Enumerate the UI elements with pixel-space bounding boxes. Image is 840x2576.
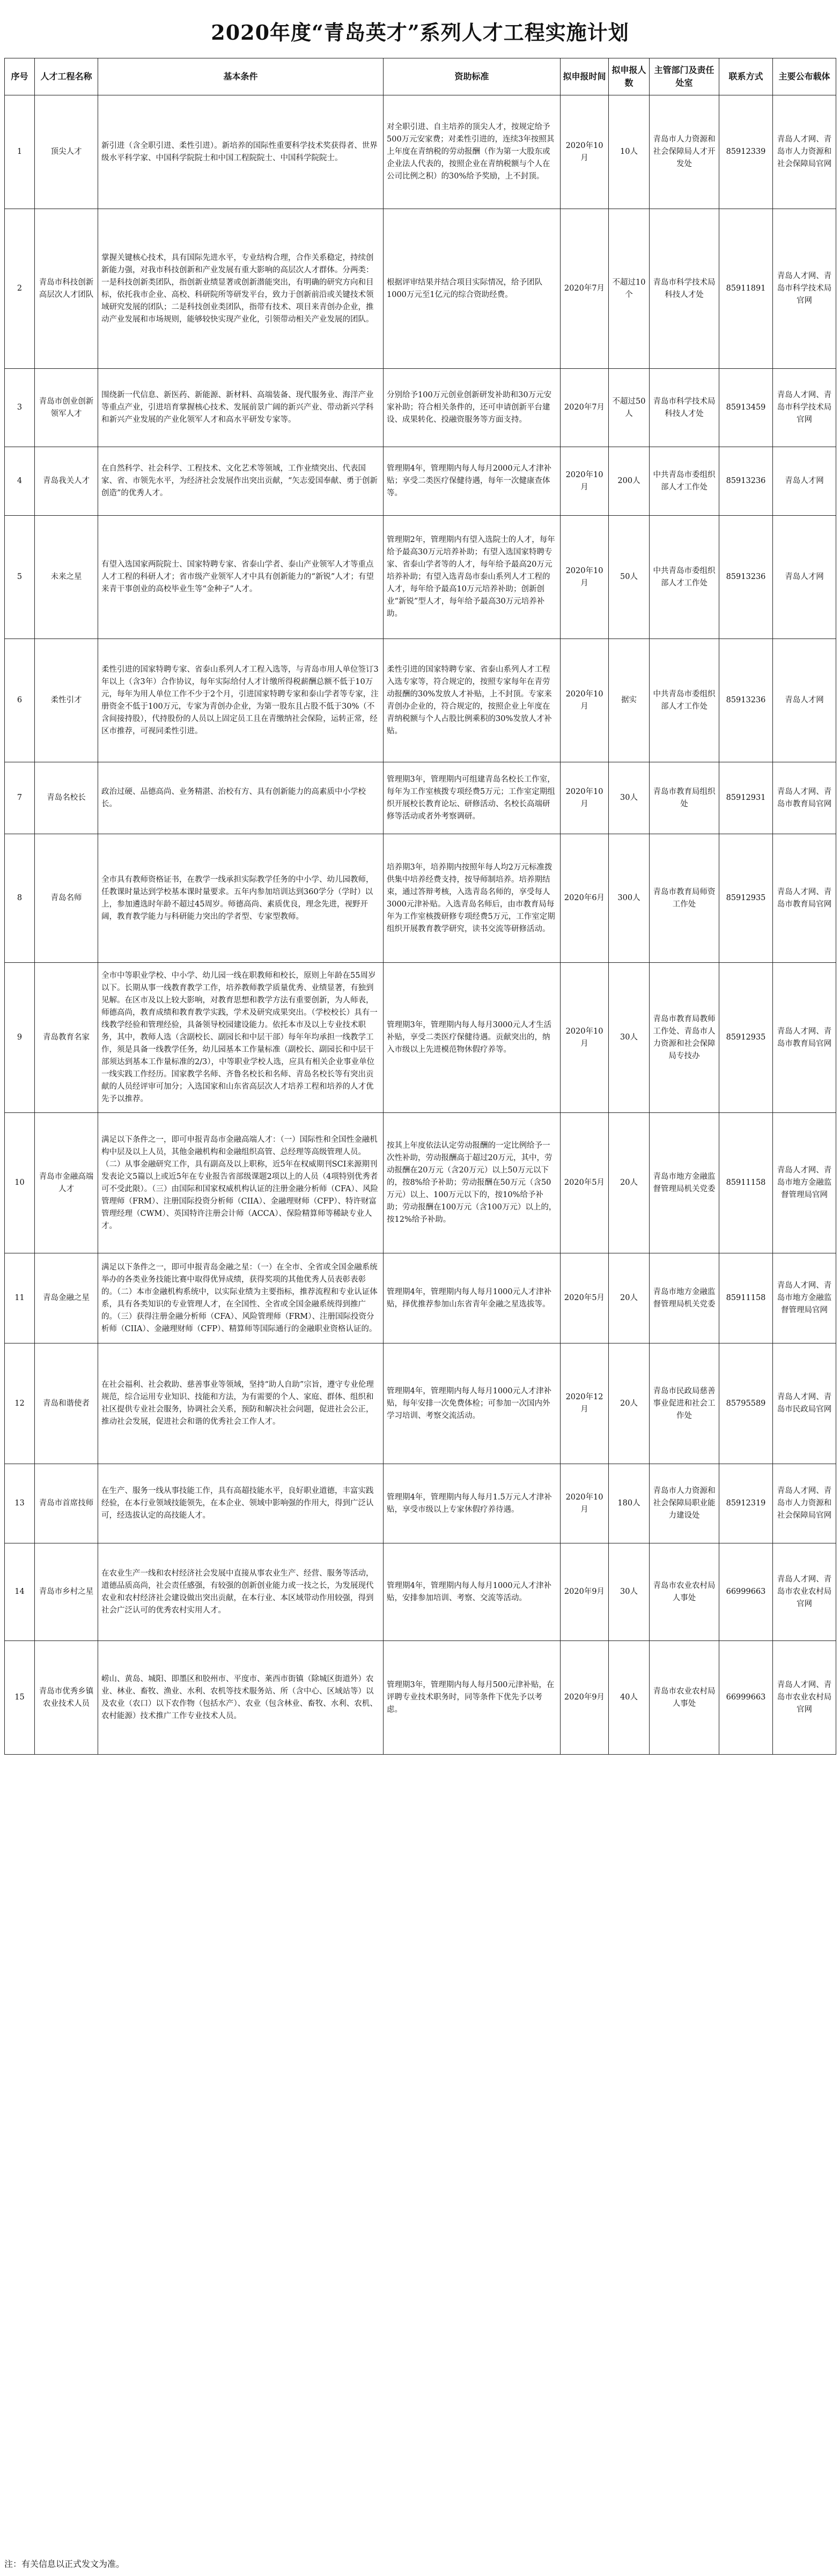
funding-standard: 管理期3年，管理期内每人每月500元津补贴，在评聘专业技术职务时，同等条件下优先予以考虑。 [384, 1641, 561, 1755]
publish-media: 青岛人才网 [773, 516, 836, 639]
contact-phone: 66999663 [719, 1543, 773, 1641]
talent-plan-table [4, 58, 836, 1755]
apply-count: 40人 [609, 1641, 650, 1755]
funding-standard: 柔性引进的国家特聘专家、省泰山系列人才工程入选专家等，符合规定的，按照专家每年在青劳动报酬的30%发放人才补贴，上不封顶。专家来青创办企业的，符合规定的，按照企业上年度在青纳税额与个人占股比例乘积的30%发放人才补贴。 [384, 639, 561, 762]
row-number: 4 [5, 447, 35, 516]
apply-time: 2020年10月 [561, 95, 609, 209]
contact-phone: 85795589 [719, 1343, 773, 1464]
basic-conditions: 政治过硬、品德高尚、业务精湛、治校有方、具有创新能力的高素质中小学校长。 [98, 762, 384, 834]
apply-count: 20人 [609, 1113, 650, 1253]
department: 中共青岛市委组织部人才工作处 [650, 639, 719, 762]
publish-media: 青岛人才网、青岛市人力资源和社会保障局官网 [773, 1464, 836, 1543]
publish-media: 青岛人才网、青岛市农业农村局官网 [773, 1641, 836, 1755]
header-media: 主要公布载体 [773, 58, 836, 95]
contact-phone: 85912935 [719, 963, 773, 1113]
department: 青岛市农业农村局人事处 [650, 1543, 719, 1641]
publish-media: 青岛人才网、青岛市教育局官网 [773, 834, 836, 963]
table-row [5, 1641, 836, 1755]
apply-time: 2020年10月 [561, 1464, 609, 1543]
apply-count: 300人 [609, 834, 650, 963]
table-row [5, 369, 836, 447]
funding-standard: 管理期4年，管理期内每人每月1000元人才津补贴，安排参加培训、考察、交流等活动。 [384, 1543, 561, 1641]
contact-phone: 85913236 [719, 447, 773, 516]
publish-media: 青岛人才网、青岛市科学技术局官网 [773, 369, 836, 447]
row-number: 14 [5, 1543, 35, 1641]
contact-phone: 85912931 [719, 762, 773, 834]
basic-conditions: 在自然科学、社会科学、工程技术、文化艺术等领域，工作业绩突出、代表国家、省、市领先水平，为经济社会发展作出突出贡献，“矢志爱国奉献、勇于创新创造”的优秀人才。 [98, 447, 384, 516]
funding-standard: 管理期4年，管理期内每人每月1000元人才津补贴，择优推荐参加山东省青年金融之星选拔等。 [384, 1253, 561, 1343]
table-row [5, 834, 836, 963]
basic-conditions: 满足以下条件之一，即可申报青岛市金融高端人才：（一）国际性和全国性金融机构中层及以上人员，其他金融机构和金融组织高管、总经理等高级管理人员。（二）从事金融研究工作，具有副高及以上职称，近5年在权威期刊SCI来源期刊发表论文5篇以上或近5年在专业报告省部级课题2项以上的人员（4项特别优秀者可不受此限）。（三）由国际和国家权威机构认证的注册金融分析师（CFA）、风险管理师（FRM）、注册国际投资分析师（CIIA）、金融理财师（CFP）、特许财富管理经理（CWM）、英国特许注册会计师（ACCA）、保险精算师等稀缺专业人才。 [98, 1113, 384, 1253]
project-name: 青岛市金融高端人才 [35, 1113, 98, 1253]
project-name: 青岛市创业创新领军人才 [35, 369, 98, 447]
department: 青岛市民政局慈善事业促进和社会工作处 [650, 1343, 719, 1464]
table-row [5, 963, 836, 1113]
table-row [5, 1543, 836, 1641]
apply-time: 2020年10月 [561, 516, 609, 639]
contact-phone: 66999663 [719, 1641, 773, 1755]
header-no: 序号 [5, 58, 35, 95]
project-name: 青岛市科技创新高层次人才团队 [35, 209, 98, 369]
publish-media: 青岛人才网、青岛市教育局官网 [773, 762, 836, 834]
publish-media: 青岛人才网、青岛市地方金融监督管理局官网 [773, 1113, 836, 1253]
project-name: 青岛我关人才 [35, 447, 98, 516]
header-count: 拟申报人数 [609, 58, 650, 95]
funding-standard: 管理期2年，管理期内有望入选院士的人才，每年给予最高30万元培养补助；有望入选国家特聘专家、省泰山学者等的人才，每年给予最高20万元培养补助；有望入选青岛市泰山系列人才工程的人才，每年给予最高10万元培养补助；创新创业“新锐”型人才，每年给予最高30万元培养补助。 [384, 516, 561, 639]
basic-conditions: 满足以下条件之一，即可申报青岛金融之星：（一）在全市、全省或全国金融系统举办的各类业务技能比赛中取得优异成绩，获得奖项的其他优秀人员表彰表彰的。（二）本市金融机构系统中，以实际业绩为主要指标，推荐流程和专业认证体系，具有各类知识的专业管理人才，在全国性、全省或全国金融系统得到推广的。（三）获得注册金融分析师（CFA）、风险管理师（FRM）、注册国际投资分析师（CIIA）、金融理财师（CFP）、精算师等国际通行的金融职业资格认证的。 [98, 1253, 384, 1343]
project-name: 青岛教育名家 [35, 963, 98, 1113]
funding-standard: 根据评审结果并结合项目实际情况，给予团队1000万元至1亿元的综合资助经费。 [384, 209, 561, 369]
publish-media: 青岛人才网、青岛市科学技术局官网 [773, 209, 836, 369]
row-number: 1 [5, 95, 35, 209]
basic-conditions: 在农业生产一线和农村经济社会发展中直接从事农业生产、经营、服务等活动，道德品质高尚，社会责任感强，有较强的创新创业能力或一技之长，为发展现代农业和农村经济社会建设做出突出贡献，在本行业、本区域带动作用较强，得到社会广泛认可的优秀农村实用人才。 [98, 1543, 384, 1641]
table-row [5, 1113, 836, 1253]
contact-phone: 85912339 [719, 95, 773, 209]
row-number: 15 [5, 1641, 35, 1755]
department: 青岛市地方金融监督管理局机关党委 [650, 1113, 719, 1253]
contact-phone: 85912935 [719, 834, 773, 963]
department: 青岛市人力资源和社会保障局职业能力建设处 [650, 1464, 719, 1543]
contact-phone: 85912319 [719, 1464, 773, 1543]
header-time: 拟申报时间 [561, 58, 609, 95]
department: 青岛市地方金融监督管理局机关党委 [650, 1253, 719, 1343]
publish-media: 青岛人才网、青岛市民政局官网 [773, 1343, 836, 1464]
project-name: 柔性引才 [35, 639, 98, 762]
funding-standard: 管理期3年，管理期内每人每月3000元人才生活补贴，享受二类医疗保健待遇。贡献突出的，纳入市级以上先进模范物休假疗养等。 [384, 963, 561, 1113]
project-name: 青岛市乡村之星 [35, 1543, 98, 1641]
contact-phone: 85913236 [719, 639, 773, 762]
department: 青岛市教育局组织处 [650, 762, 719, 834]
row-number: 3 [5, 369, 35, 447]
apply-time: 2020年12月 [561, 1343, 609, 1464]
basic-conditions: 在生产、服务一线从事技能工作，具有高超技能水平，良好职业道德，丰富实践经验，在本行业领域技能领先，在本企业、领域中影响强的作用大，得到广泛认可，经选拔认定的高技能人才。 [98, 1464, 384, 1543]
table-row [5, 1343, 836, 1464]
project-name: 青岛名校长 [35, 762, 98, 834]
apply-time: 2020年10月 [561, 447, 609, 516]
apply-count: 据实 [609, 639, 650, 762]
row-number: 5 [5, 516, 35, 639]
basic-conditions: 崂山、黄岛、城阳、即墨区和胶州市、平度市、莱西市街镇（除城区街道外）农业、林业、畜牧、渔业、水利、农机等技术服务站、所（含中心、区域站等）以及农业（农口）以下农作物（包括水产）、农业（包含林业、畜牧、水利、农机、农村能源）技术推广工作专业技术人员。 [98, 1641, 384, 1755]
apply-count: 30人 [609, 1543, 650, 1641]
project-name: 青岛和谐使者 [35, 1343, 98, 1464]
apply-time: 2020年5月 [561, 1113, 609, 1253]
row-number: 9 [5, 963, 35, 1113]
apply-count: 不超过50人 [609, 369, 650, 447]
header-conditions: 基本条件 [98, 58, 384, 95]
apply-count: 50人 [609, 516, 650, 639]
row-number: 12 [5, 1343, 35, 1464]
apply-time: 2020年9月 [561, 1543, 609, 1641]
contact-phone: 85911158 [719, 1253, 773, 1343]
table-header-row [5, 58, 836, 95]
department: 青岛市科学技术局科技人才处 [650, 369, 719, 447]
row-number: 11 [5, 1253, 35, 1343]
apply-count: 30人 [609, 963, 650, 1113]
header-name: 人才工程名称 [35, 58, 98, 95]
project-name: 青岛金融之星 [35, 1253, 98, 1343]
header-dept: 主管部门及责任处室 [650, 58, 719, 95]
table-row [5, 209, 836, 369]
row-number: 13 [5, 1464, 35, 1543]
publish-media: 青岛人才网、青岛市教育局官网 [773, 963, 836, 1113]
table-row [5, 1253, 836, 1343]
footnote: 注：有关信息以正式发文为准。 [4, 2559, 125, 2569]
row-number: 2 [5, 209, 35, 369]
apply-count: 20人 [609, 1343, 650, 1464]
apply-count: 30人 [609, 762, 650, 834]
apply-time: 2020年6月 [561, 834, 609, 963]
contact-phone: 85913459 [719, 369, 773, 447]
contact-phone: 85913236 [719, 516, 773, 639]
basic-conditions: 全市中等职业学校、中小学、幼儿园一线在职教师和校长，原则上年龄在55周岁以下。长期从事一线教育教学工作，培养教师教学质量优秀、业绩显著，有独到见解。在区市及以上较大影响，对教育思想和教学方法有重要创新，为人师表，师德高尚，教育成绩和教育教学实践，学术及研究成果突出。（学校校长）具有一线教学经验和管理经验，具备领导校园建设能力。依托本市及以上专业技术职务，其中，教师人选（含副校长、副园长和中层干部）每年年均承担一线教学工作，须是具备一线教学任务，幼儿园基本工作量标准（副校长、副园长和中层干部须达到基本工作量标准的2/3），中等职业学校人选，应具有相关企业事业单位一线实践工作经历。国家教学名师、齐鲁名校长和名师、青岛名校长等有突出贡献的人员经评审可加分；入选国家和山东省高层次人才培养工程和培养的人才优先予以推荐。 [98, 963, 384, 1113]
funding-standard: 管理期4年，管理期内每人每月2000元人才津补贴；享受二类医疗保健待遇，每年一次健康查体等。 [384, 447, 561, 516]
publish-media: 青岛人才网、青岛市农业农村局官网 [773, 1543, 836, 1641]
publish-media: 青岛人才网 [773, 447, 836, 516]
department: 青岛市农业农村局人事处 [650, 1641, 719, 1755]
project-name: 顶尖人才 [35, 95, 98, 209]
apply-count: 10人 [609, 95, 650, 209]
table-row [5, 447, 836, 516]
publish-media: 青岛人才网、青岛市人力资源和社会保障局官网 [773, 95, 836, 209]
table-row [5, 95, 836, 209]
basic-conditions: 掌握关键核心技术，具有国际先进水平，专业结构合理，合作关系稳定，持续创新能力强，对我市科技创新和产业发展有重大影响的高层次人才群体。分两类：一是科技创新类团队，指创新业绩显著或创新潜能突出，有明确的研究方向和目标，依托我市企业、高校、科研院所等研发平台，致力于创新前沿或关键技术领域研究发展的团队；二是科技创业类团队，指带有技术、项目来青创办企业，推动产业发展和市场规则，能够较快实现产业化，引领带动相关产业发展的团队。 [98, 209, 384, 369]
publish-media: 青岛人才网、青岛市地方金融监督管理局官网 [773, 1253, 836, 1343]
project-name: 青岛市优秀乡镇农业技术人员 [35, 1641, 98, 1755]
apply-time: 2020年9月 [561, 1641, 609, 1755]
apply-time: 2020年10月 [561, 963, 609, 1113]
project-name: 青岛名师 [35, 834, 98, 963]
row-number: 7 [5, 762, 35, 834]
department: 青岛市教育局教师工作处、青岛市人力资源和社会保障局专技办 [650, 963, 719, 1113]
table-row [5, 762, 836, 834]
basic-conditions: 围绕新一代信息、新医药、新能源、新材料、高端装备、现代服务业、海洋产业等重点产业，引进培育掌握核心技术、发展前景广阔的新兴产业、带动新兴学科和新兴产业发展的产业化领军人才和高水平研发专家等。 [98, 369, 384, 447]
basic-conditions: 有望入选国家两院院士、国家特聘专家、省泰山学者、泰山产业领军人才等重点人才工程的科研人才；省市级产业领军人才中具有创新能力的“新锐”人才；有望来青干事创业的高校毕业生等“金种子”人才。 [98, 516, 384, 639]
basic-conditions: 全市具有教师资格证书，在教学一线承担实际教学任务的中小学、幼儿园教师，任教课时量达到学校基本课时量要求。五年内参加培训达到360学分（学时）以上，参加遴选时年龄不超过45周岁。师德高尚、素质优良，理念先进，视野开阔，教育教学能力与科研能力突出的学者型、专家型教师。 [98, 834, 384, 963]
table-row [5, 516, 836, 639]
apply-time: 2020年7月 [561, 369, 609, 447]
funding-standard: 管理期3年，管理期内可组建青岛名校长工作室，每年为工作室核拨专项经费5万元；工作室定期组织开展校长教育论坛、研修活动、名校长高端研修等活动或者外考察调研。 [384, 762, 561, 834]
funding-standard: 对全职引进、自主培养的顶尖人才，按规定给予500万元安家费；对柔性引进的，连续3年按照其上年度在青纳税的劳动报酬（作为第一大股东或企业法人代表的，按照企业在青纳税额与个人在公司比例之积）的30%给予奖励，上不封顶。 [384, 95, 561, 209]
funding-standard: 按其上年度依法认定劳动报酬的一定比例给予一次性补助，劳动报酬高于超过20万元，其中，劳动报酬在20万元（含20万元）以上50万元以下的，按8%给予补助；劳动报酬在50万元（含50万元）以上、100万元以下的，按10%给予补助；劳动报酬在100万元（含100万元）以上的，按12%给予补助。 [384, 1113, 561, 1253]
apply-time: 2020年10月 [561, 762, 609, 834]
department: 中共青岛市委组织部人才工作处 [650, 516, 719, 639]
project-name: 青岛市首席技师 [35, 1464, 98, 1543]
basic-conditions: 在社会福利、社会救助、慈善事业等领域，坚持“助人自助”宗旨，遵守专业伦理规范，综合运用专业知识、技能和方法，为有需要的个人、家庭、群体、组织和社区提供专业社会服务，协调社会关系，预防和解决社会问题，促进社会公正，推动社会发展，促进社会和谐的优秀社会工作人才。 [98, 1343, 384, 1464]
row-number: 6 [5, 639, 35, 762]
contact-phone: 85911158 [719, 1113, 773, 1253]
funding-standard: 管理期4年，管理期内每人每月1000元人才津补贴，每年安排一次免费体检；可参加一次国内外学习培训、考察交流活动。 [384, 1343, 561, 1464]
apply-time: 2020年10月 [561, 639, 609, 762]
apply-time: 2020年5月 [561, 1253, 609, 1343]
department: 青岛市科学技术局科技人才处 [650, 209, 719, 369]
funding-standard: 分别给予100万元创业创新研发补助和30万元安家补助；符合相关条件的，还可申请创新平台建设、成果转化、投融资服务等方面支持。 [384, 369, 561, 447]
department: 中共青岛市委组织部人才工作处 [650, 447, 719, 516]
page-title: 2020年度“青岛英才”系列人才工程实施计划 [211, 20, 629, 44]
department: 青岛市教育局师资工作处 [650, 834, 719, 963]
apply-count: 200人 [609, 447, 650, 516]
header-funding: 资助标准 [384, 58, 561, 95]
apply-count: 180人 [609, 1464, 650, 1543]
row-number: 8 [5, 834, 35, 963]
row-number: 10 [5, 1113, 35, 1253]
funding-standard: 培养期3年，培养期内按照年每人均2万元标准拨供集中培养经费支持，按导师制培养。培养期结束，通过答辩考核，入选青岛名师的，享受每人3000元津补贴。入选青岛名师后，由市教育局每年为工作室核拨研修专项经费5万元，工作室定期组织开展教育教学研究，读书交流等研修活动。 [384, 834, 561, 963]
table-row [5, 639, 836, 762]
apply-time: 2020年7月 [561, 209, 609, 369]
funding-standard: 管理期4年，管理期内每人每月1.5万元人才津补贴，享受市级以上专家休假疗养待遇。 [384, 1464, 561, 1543]
basic-conditions: 柔性引进的国家特聘专家、省泰山系列人才工程入选等，与青岛市用人单位签订3年以上（含3年）合作协议，每年实际给付人才计缴所得税薪酬总额不低于10万元，每年为用人单位工作不少于2个月，引进国家特聘专家和泰山学者等专家，注册资金不低于100万元，专家为青创办企业，为第一股东且占股不低于30%（不含间接持股），代持股份的人员以上固定员工且在青缴纳社会保险，运转正常，经区市推荐，可视同柔性引进。 [98, 639, 384, 762]
apply-count: 20人 [609, 1253, 650, 1343]
header-phone: 联系方式 [719, 58, 773, 95]
department: 青岛市人力资源和社会保障局人才开发处 [650, 95, 719, 209]
basic-conditions: 新引进（含全职引进、柔性引进）。新培养的国际性重要科学技术奖获得者、世界级水平科学家、中国科学院院士和中国工程院院士、中国科学院院士。 [98, 95, 384, 209]
contact-phone: 85911891 [719, 209, 773, 369]
table-row [5, 1464, 836, 1543]
project-name: 未来之星 [35, 516, 98, 639]
apply-count: 不超过10个 [609, 209, 650, 369]
publish-media: 青岛人才网 [773, 639, 836, 762]
